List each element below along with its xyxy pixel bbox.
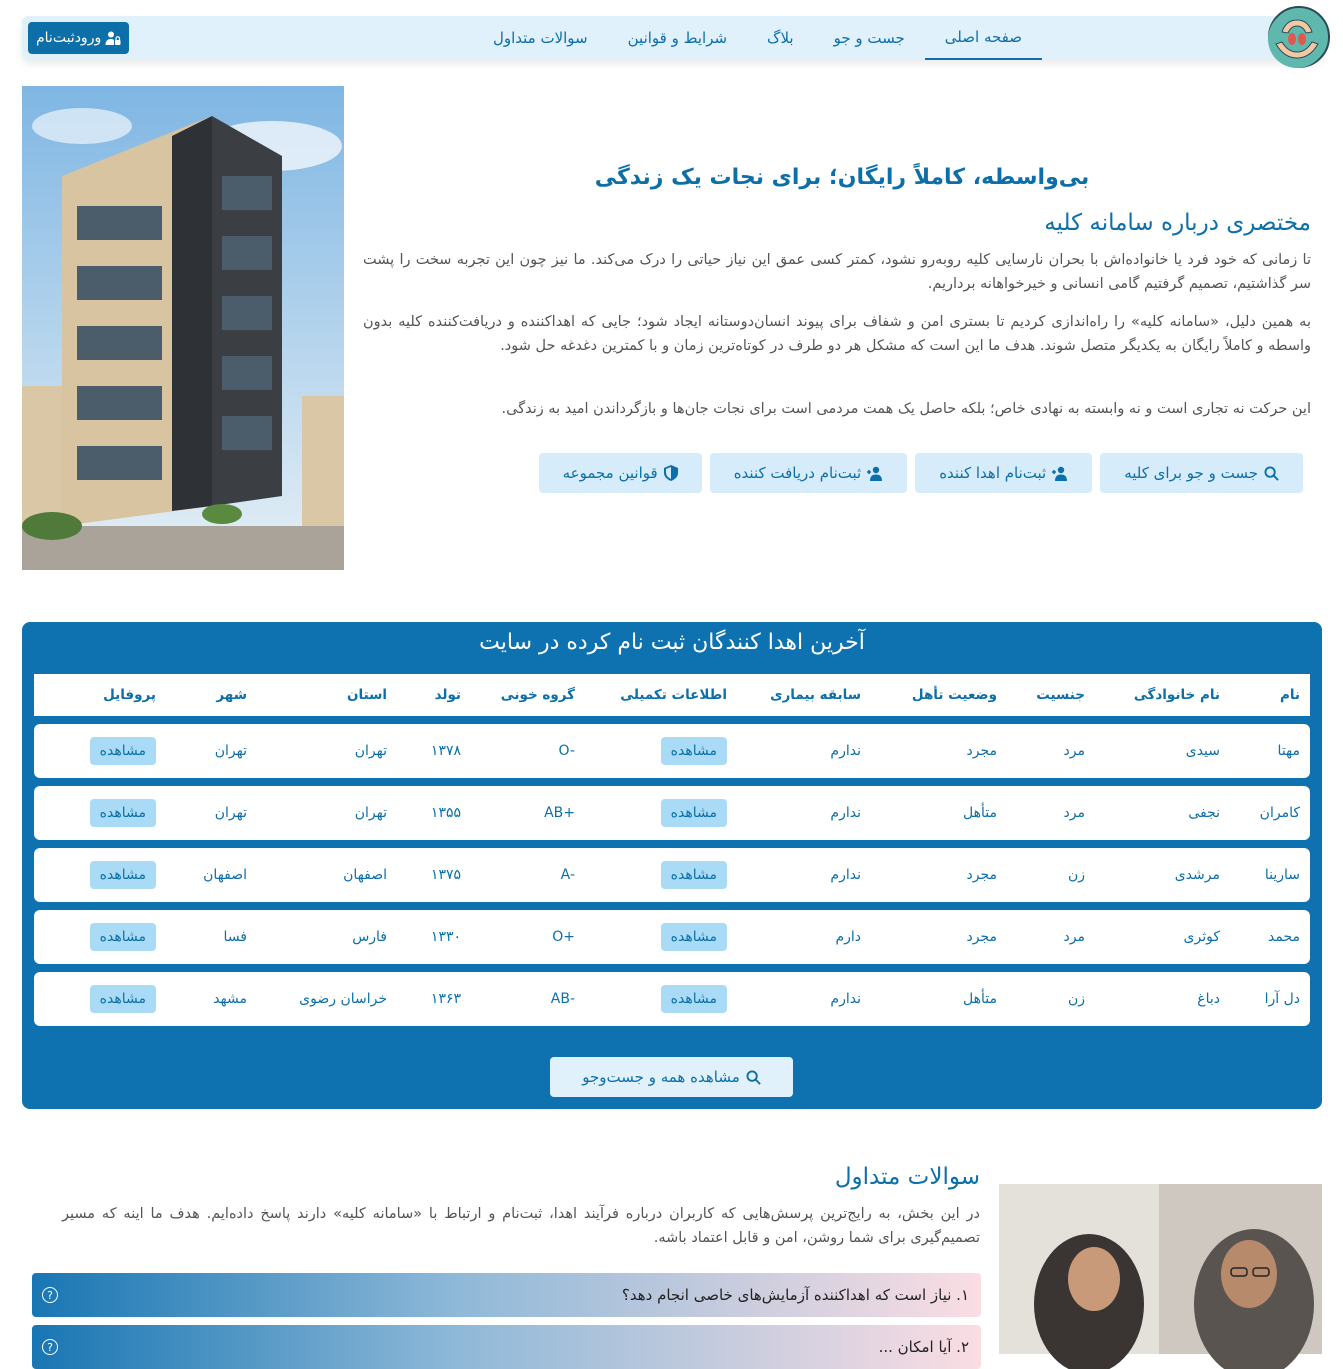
hands-kidney-icon: [1266, 8, 1328, 70]
cell-first-name: سارینا: [1264, 867, 1300, 883]
faq-description: در این بخش، به رایج‌ترین پرسش‌هایی که کاربران درباره فرآیند اهدا، ثبت‌نام و ارتباط با «سامانه کلیه» دارند پاسخ داده‌ایم. هدف ما اینه که مسیر تصمیم‌گیری برای شما روشن، امن و قابل اعتماد باشه.: [62, 1206, 980, 1246]
question-circle-icon: ?: [42, 1339, 58, 1355]
extra-info-view-button[interactable]: مشاهده: [661, 985, 727, 1013]
cell-disease-history: ندارم: [830, 867, 861, 883]
user-lock-icon: [105, 30, 121, 46]
extra-info-view-button[interactable]: مشاهده: [661, 737, 727, 765]
cell-last-name: دباغ: [1197, 991, 1220, 1007]
cell-city: مشهد: [213, 991, 247, 1007]
cell-disease-history: ندارم: [830, 991, 861, 1007]
register-recipient-label: ثبت‌نام دریافت کننده: [733, 464, 862, 482]
cell-gender: مرد: [1063, 743, 1085, 759]
cell-extra-info: [661, 848, 727, 902]
donors-title: آخرین اهدا کنندگان ثبت نام کرده در سایت: [479, 630, 865, 655]
profile-view-button[interactable]: مشاهده: [90, 799, 156, 827]
cell-profile: [90, 724, 156, 778]
building-image: [22, 86, 344, 570]
col-profile: پروفایل: [103, 687, 156, 703]
nav-home[interactable]: صفحه اصلی: [925, 16, 1042, 60]
cell-city: تهران: [214, 805, 247, 821]
cell-marital: متأهل: [963, 991, 997, 1007]
consultation-image: [999, 1184, 1322, 1354]
cell-first-name: محمد: [1268, 929, 1300, 945]
logo[interactable]: [1268, 6, 1330, 68]
cell-gender: زن: [1067, 867, 1085, 883]
login-label: ورودثبت‌نام: [36, 30, 102, 46]
search-kidney-label: جست و جو برای کلیه: [1124, 464, 1258, 482]
faq-item-1[interactable]: [32, 1273, 981, 1317]
cell-gender: مرد: [1063, 805, 1085, 821]
cell-disease-history: ندارم: [830, 805, 861, 821]
cell-profile: [90, 786, 156, 840]
cell-marital: مجرد: [966, 867, 997, 883]
login-register-button[interactable]: [28, 22, 129, 54]
col-last-name: نام خانوادگی: [1133, 687, 1220, 703]
extra-info-view-button[interactable]: مشاهده: [661, 861, 727, 889]
cell-extra-info: [661, 786, 727, 840]
faq-title: سوالات متداول: [834, 1164, 980, 1190]
table-row: [34, 724, 1310, 778]
view-all-label: مشاهده همه و جست‌وجو: [582, 1068, 740, 1086]
cell-extra-info: [661, 724, 727, 778]
col-first-name: نام: [1279, 687, 1300, 703]
cell-extra-info: [661, 910, 727, 964]
nav-terms[interactable]: شرایط و قوانین: [627, 29, 728, 47]
cell-first-name: دل آرا: [1264, 991, 1300, 1007]
extra-info-view-button[interactable]: مشاهده: [661, 799, 727, 827]
cell-last-name: سیدی: [1185, 743, 1220, 759]
profile-view-button[interactable]: مشاهده: [90, 923, 156, 951]
cell-province: اصفهان: [343, 867, 387, 883]
col-city: شهر: [216, 687, 247, 703]
cell-marital: مجرد: [966, 929, 997, 945]
latest-donors-section: [22, 622, 1322, 1109]
col-extra-info: اطلاعات تکمیلی: [620, 687, 727, 703]
about-title: مختصری درباره سامانه کلیه: [1044, 210, 1311, 236]
cell-province: فارس: [352, 929, 387, 945]
hero-buttons: [539, 453, 1303, 493]
about-paragraph-2: به همین دلیل، «سامانه کلیه» را راه‌اندازی کردیم تا بستری امن و شفاف برای پیوند انسان‌دوستانه ایجاد شود؛ جایی که اهداکننده و دریافت‌کننده کلیه بدون واسطه و کاملاً رایگان به یکدیگر متصل شوند. هدف ما این است که مشکل هر دو طرف در کوتاه‌ترین زمان و با کمترین دغدغه حل شود.: [363, 314, 1311, 354]
cell-birth: ۱۳۳۰: [430, 929, 461, 945]
cell-disease-history: دارم: [835, 929, 861, 945]
cell-profile: [90, 972, 156, 1026]
col-gender: جنسیت: [1036, 687, 1085, 703]
table-row: [34, 972, 1310, 1026]
nav-faq[interactable]: سوالات متداول: [492, 29, 588, 47]
cell-province: تهران: [354, 743, 387, 759]
register-recipient-button[interactable]: [710, 453, 908, 493]
cell-first-name: کامران: [1259, 805, 1300, 821]
cell-birth: ۱۳۷۸: [430, 743, 461, 759]
col-birth: تولد: [434, 687, 461, 703]
question-circle-icon: ?: [42, 1287, 58, 1303]
cell-marital: مجرد: [966, 743, 997, 759]
cell-city: اصفهان: [203, 867, 247, 883]
cell-marital: متأهل: [963, 805, 997, 821]
col-province: استان: [346, 687, 387, 703]
col-marital: وضعیت تأهل: [911, 687, 997, 703]
shield-icon: [664, 465, 678, 481]
user-plus-icon: [867, 466, 883, 481]
search-icon: [1264, 466, 1279, 481]
cell-blood-type: AB+: [544, 805, 575, 821]
search-kidney-button[interactable]: [1100, 453, 1303, 493]
cell-profile: [90, 910, 156, 964]
cell-blood-type: O+: [552, 929, 575, 945]
profile-view-button[interactable]: مشاهده: [90, 861, 156, 889]
view-all-search-button[interactable]: [550, 1057, 793, 1097]
cell-extra-info: [661, 972, 727, 1026]
cell-blood-type: A-: [560, 867, 575, 883]
cell-birth: ۱۳۶۳: [430, 991, 461, 1007]
col-disease-history: سابقه بیماری: [770, 687, 861, 703]
extra-info-view-button[interactable]: مشاهده: [661, 923, 727, 951]
profile-view-button[interactable]: مشاهده: [90, 737, 156, 765]
main-nav: [473, 16, 1042, 60]
cell-city: فسا: [223, 929, 247, 945]
profile-view-button[interactable]: مشاهده: [90, 985, 156, 1013]
hero-slogan: بی‌واسطه، کاملاً رایگان؛ برای نجات یک زندگی: [594, 165, 1090, 190]
search-icon: [746, 1070, 761, 1085]
register-donor-button[interactable]: [915, 453, 1092, 493]
table-row: [34, 910, 1310, 964]
nav-blog[interactable]: بلاگ: [767, 29, 794, 47]
cell-profile: [90, 848, 156, 902]
rules-label: قوانین مجموعه: [562, 464, 658, 482]
top-navbar: [22, 16, 1322, 60]
nav-search[interactable]: جست و جو: [833, 29, 905, 47]
register-donor-label: ثبت‌نام اهدا کننده: [939, 464, 1047, 482]
cell-gender: زن: [1067, 991, 1085, 1007]
user-plus-icon: [1052, 466, 1068, 481]
cell-last-name: نجفی: [1188, 805, 1220, 821]
table-row: [34, 786, 1310, 840]
cell-city: تهران: [214, 743, 247, 759]
cell-birth: ۱۳۵۵: [430, 805, 461, 821]
rules-button[interactable]: [539, 453, 702, 493]
about-paragraph-3: این حرکت نه تجاری است و نه وابسته به نهادی خاص؛ بلکه حاصل یک همت مردمی است برای نجات جان‌ها و بازگرداندن امید به زندگی.: [501, 401, 1311, 417]
cell-last-name: مرشدی: [1174, 867, 1220, 883]
col-blood-type: گروه خونی: [500, 687, 575, 703]
table-row: [34, 848, 1310, 902]
cell-disease-history: ندارم: [830, 743, 861, 759]
faq-item-2[interactable]: [32, 1325, 981, 1369]
cell-first-name: مهتا: [1277, 743, 1300, 759]
table-header: [34, 674, 1310, 716]
about-paragraph-1: تا زمانی که خود فرد یا خانواده‌اش با بحران نارسایی کلیه روبه‌رو نشود، کمتر کسی عمق این نیاز حیاتی را درک می‌کند. ما نیز چون این تجربه سخت را پشت سر گذاشتیم، تصمیم گرفتیم گامی انسانی و خیرخواهانه برداریم.: [363, 252, 1311, 292]
faq-question: ۱. نیاز است که اهداکننده آزمایش‌های خاصی انجام دهد؟: [621, 1286, 969, 1304]
cell-blood-type: AB-: [550, 991, 575, 1007]
cell-province: تهران: [354, 805, 387, 821]
cell-gender: مرد: [1063, 929, 1085, 945]
faq-question: ۲. آیا امکان ...: [878, 1338, 969, 1356]
cell-last-name: کوثری: [1183, 929, 1220, 945]
cell-blood-type: O-: [558, 743, 575, 759]
cell-birth: ۱۳۷۵: [430, 867, 461, 883]
cell-province: خراسان رضوی: [299, 991, 387, 1007]
